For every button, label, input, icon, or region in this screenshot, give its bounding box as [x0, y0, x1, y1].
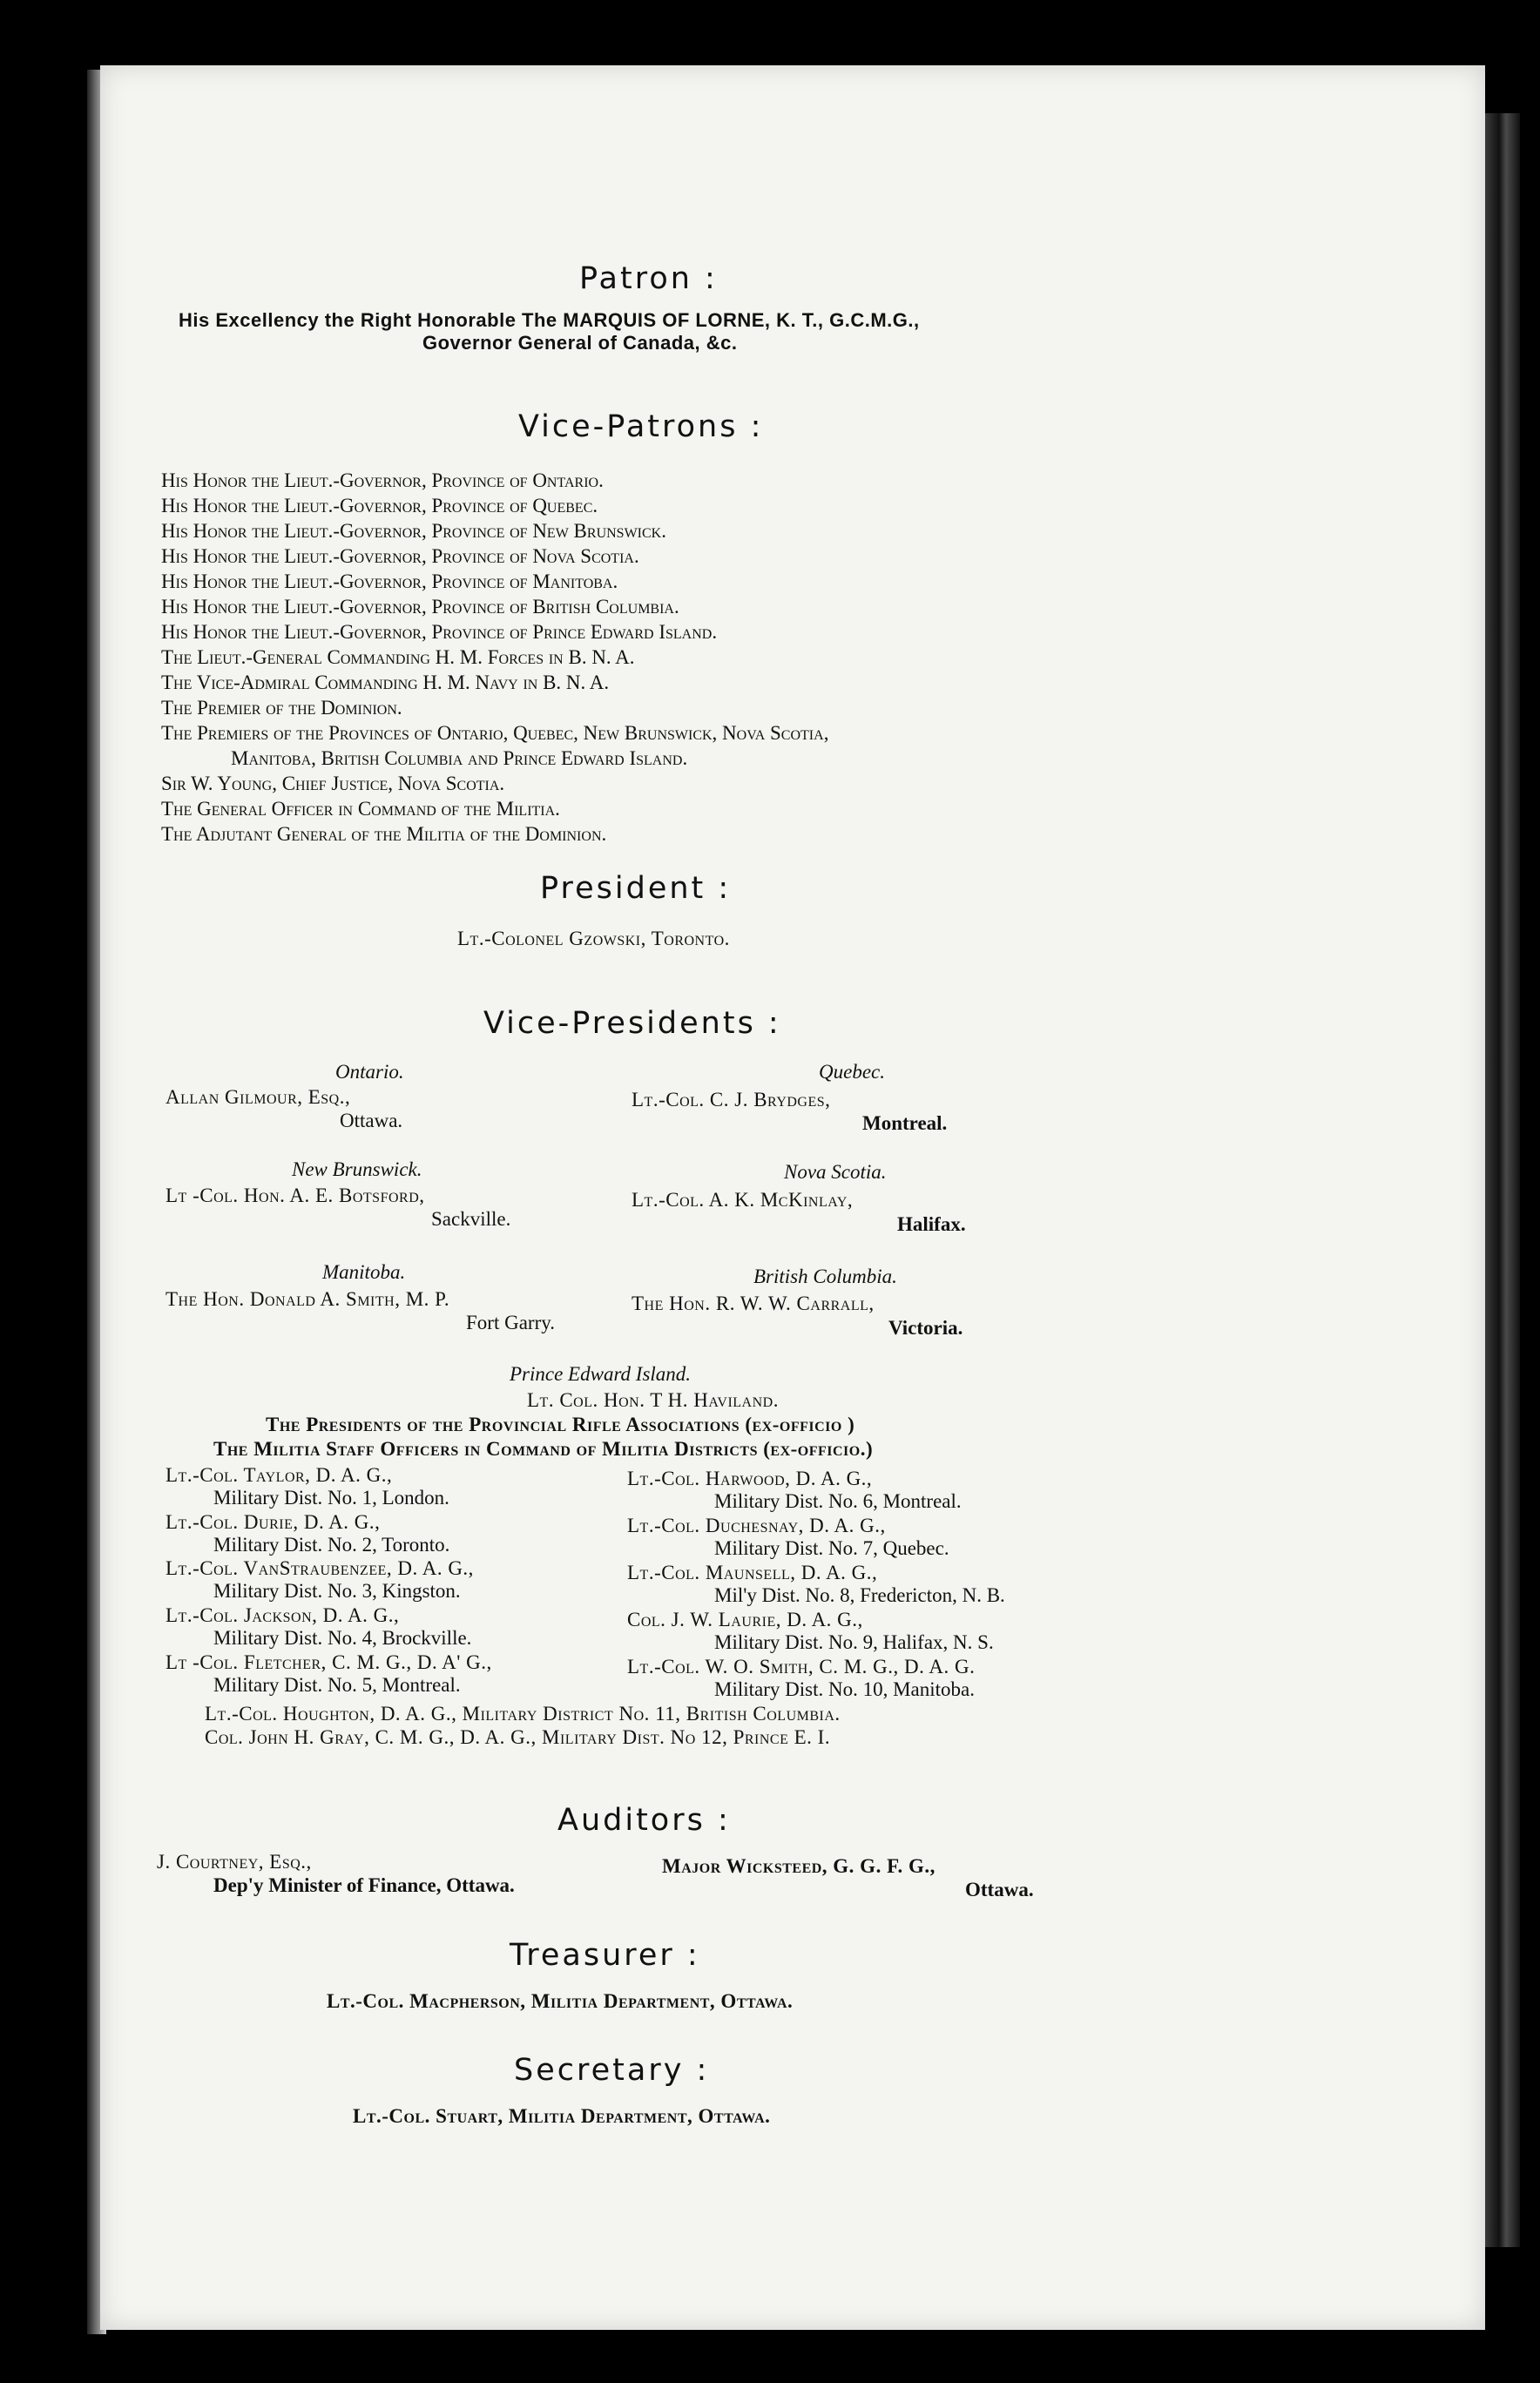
list-item: Manitoba, British Columbia and Prince Edward Island.	[231, 747, 688, 769]
vp-ns-name: Lt.-Col. A. K. McKinlay,	[632, 1189, 854, 1211]
list-item: His Honor the Lieut.-Governor, Province of Ontario.	[161, 469, 604, 491]
vice-patrons-list	[161, 468, 828, 847]
list-item: His Honor the Lieut.-Governor, Province of Manitoba.	[161, 570, 618, 592]
treasurer-heading: Treasurer :	[510, 1938, 700, 1973]
treasurer-name: Lt.-Col. Macpherson, Militia Department, Ottawa.	[327, 1990, 794, 2012]
staff-left-name: Lt.-Col. Taylor, D. A. G.,	[165, 1464, 393, 1486]
vice-presidents-heading: Vice-Presidents :	[483, 1006, 781, 1041]
vp-nb-name: Lt -Col. Hon. A. E. Botsford,	[165, 1185, 425, 1206]
vp-ns-place: Halifax.	[897, 1213, 966, 1235]
auditor-left-name: J. Courtney, Esq.,	[157, 1851, 312, 1873]
book-fore-edge	[1485, 113, 1520, 2247]
province-quebec: Quebec.	[819, 1061, 885, 1083]
page-content	[100, 65, 1485, 2330]
auditor-right-place: Ottawa.	[965, 1879, 1034, 1900]
staff-left-name: Lt.-Col. Durie, D. A. G.,	[165, 1511, 381, 1533]
president-name: Lt.-Colonel Gzowski, Toronto.	[457, 928, 730, 949]
list-item: His Honor the Lieut.-Governor, Province of British Columbia.	[161, 596, 679, 618]
staff-right-dist: Military Dist. No. 9, Halifax, N. S.	[714, 1631, 994, 1653]
vp-quebec-place: Montreal.	[862, 1112, 948, 1134]
vp-bc-place: Victoria.	[888, 1317, 963, 1339]
vp-manitoba-name: The Hon. Donald A. Smith, M. P.	[165, 1288, 450, 1310]
province-pei: Prince Edward Island.	[510, 1363, 692, 1385]
staff-right-dist: Military Dist. No. 6, Montreal.	[714, 1490, 962, 1512]
vp-bc-name: The Hon. R. W. W. Carrall,	[632, 1293, 875, 1314]
staff-left-dist: Military Dist. No. 1, London.	[213, 1487, 449, 1509]
province-manitoba: Manitoba.	[322, 1261, 406, 1283]
list-item: The General Officer in Command of the Militia.	[161, 798, 560, 820]
staff-right-dist: Military Dist. No. 7, Quebec.	[714, 1537, 949, 1559]
staff-right-name: Lt.-Col. W. O. Smith, C. M. G., D. A. G.	[627, 1656, 976, 1678]
vp-nb-place: Sackville.	[431, 1208, 511, 1230]
patron-line-1: His Excellency the Right Honorable The MARQUIS OF LORNE, K. T., G.C.M.G.,	[179, 309, 920, 331]
staff-right-dist: Military Dist. No. 10, Manitoba.	[714, 1678, 975, 1700]
list-item: The Lieut.-General Commanding H. M. Forces in B. N. A.	[161, 646, 635, 668]
list-item: The Adjutant General of the Militia of the Dominion.	[161, 823, 607, 845]
president-heading: President :	[540, 871, 732, 906]
staff-right-name: Lt.-Col. Maunsell, D. A. G.,	[627, 1562, 878, 1583]
list-item: The Vice-Admiral Commanding H. M. Navy in B. N. A.	[161, 672, 610, 693]
staff-left-name: Lt.-Col. VanStraubenzee, D. A. G.,	[165, 1557, 474, 1579]
staff-line: The Militia Staff Officers in Command of Militia Districts (ex-officio.)	[213, 1438, 874, 1460]
staff-left-dist: Military Dist. No. 4, Brockville.	[213, 1627, 472, 1649]
auditors-heading: Auditors :	[557, 1803, 731, 1838]
province-new-brunswick: New Brunswick.	[292, 1158, 422, 1180]
secretary-name: Lt.-Col. Stuart, Militia Department, Ottawa.	[353, 2105, 771, 2127]
staff-right-name: Lt.-Col. Duchesnay, D. A. G.,	[627, 1515, 886, 1536]
vice-patrons-heading: Vice-Patrons :	[518, 409, 764, 444]
vp-ontario-name: Allan Gilmour, Esq.,	[165, 1086, 351, 1108]
list-item: His Honor the Lieut.-Governor, Province of New Brunswick.	[161, 520, 666, 542]
staff-left-name: Lt.-Col. Jackson, D. A. G.,	[165, 1604, 400, 1626]
auditor-right-name: Major Wicksteed, G. G. F. G.,	[662, 1855, 935, 1877]
staff-right-name: Col. J. W. Laurie, D. A. G.,	[627, 1609, 863, 1630]
vp-pei-name: Lt. Col. Hon. T H. Haviland.	[527, 1389, 779, 1411]
patron-heading: Patron :	[579, 261, 718, 296]
staff-right-name: Lt.-Col. Harwood, D. A. G.,	[627, 1468, 873, 1489]
list-item: His Honor the Lieut.-Governor, Province of Prince Edward Island.	[161, 621, 718, 643]
houghton-line: Lt.-Col. Houghton, D. A. G., Military District No. 11, British Columbia.	[205, 1703, 841, 1725]
list-item: The Premier of the Dominion.	[161, 697, 402, 719]
vp-quebec-name: Lt.-Col. C. J. Brydges,	[632, 1089, 831, 1110]
province-british-columbia: British Columbia.	[753, 1266, 897, 1287]
secretary-heading: Secretary :	[514, 2053, 710, 2088]
auditor-left-title: Dep'y Minister of Finance, Ottawa.	[213, 1874, 515, 1896]
vp-manitoba-place: Fort Garry.	[466, 1312, 555, 1333]
province-ontario: Ontario.	[335, 1061, 404, 1083]
presidents-line: The Presidents of the Provincial Rifle Associations (ex-officio )	[266, 1414, 855, 1435]
gray-line: Col. John H. Gray, C. M. G., D. A. G., Military Dist. No 12, Prince E. I.	[205, 1726, 831, 1748]
province-nova-scotia: Nova Scotia.	[784, 1161, 887, 1183]
staff-left-dist: Military Dist. No. 2, Toronto.	[213, 1534, 450, 1556]
staff-right-dist: Mil'y Dist. No. 8, Fredericton, N. B.	[714, 1584, 1005, 1606]
staff-left-dist: Military Dist. No. 3, Kingston.	[213, 1580, 461, 1602]
list-item: His Honor the Lieut.-Governor, Province of Quebec.	[161, 495, 598, 516]
vp-ontario-place: Ottawa.	[340, 1110, 403, 1131]
book-page	[100, 65, 1485, 2330]
staff-left-name: Lt -Col. Fletcher, C. M. G., D. A' G.,	[165, 1651, 492, 1673]
list-item: The Premiers of the Provinces of Ontario, Quebec, New Brunswick, Nova Scotia,	[161, 722, 829, 744]
list-item: Sir W. Young, Chief Justice, Nova Scotia.	[161, 773, 505, 794]
patron-line-2: Governor General of Canada, &c.	[422, 332, 738, 354]
list-item: His Honor the Lieut.-Governor, Province of Nova Scotia.	[161, 545, 639, 567]
staff-left-dist: Military Dist. No. 5, Montreal.	[213, 1674, 461, 1696]
